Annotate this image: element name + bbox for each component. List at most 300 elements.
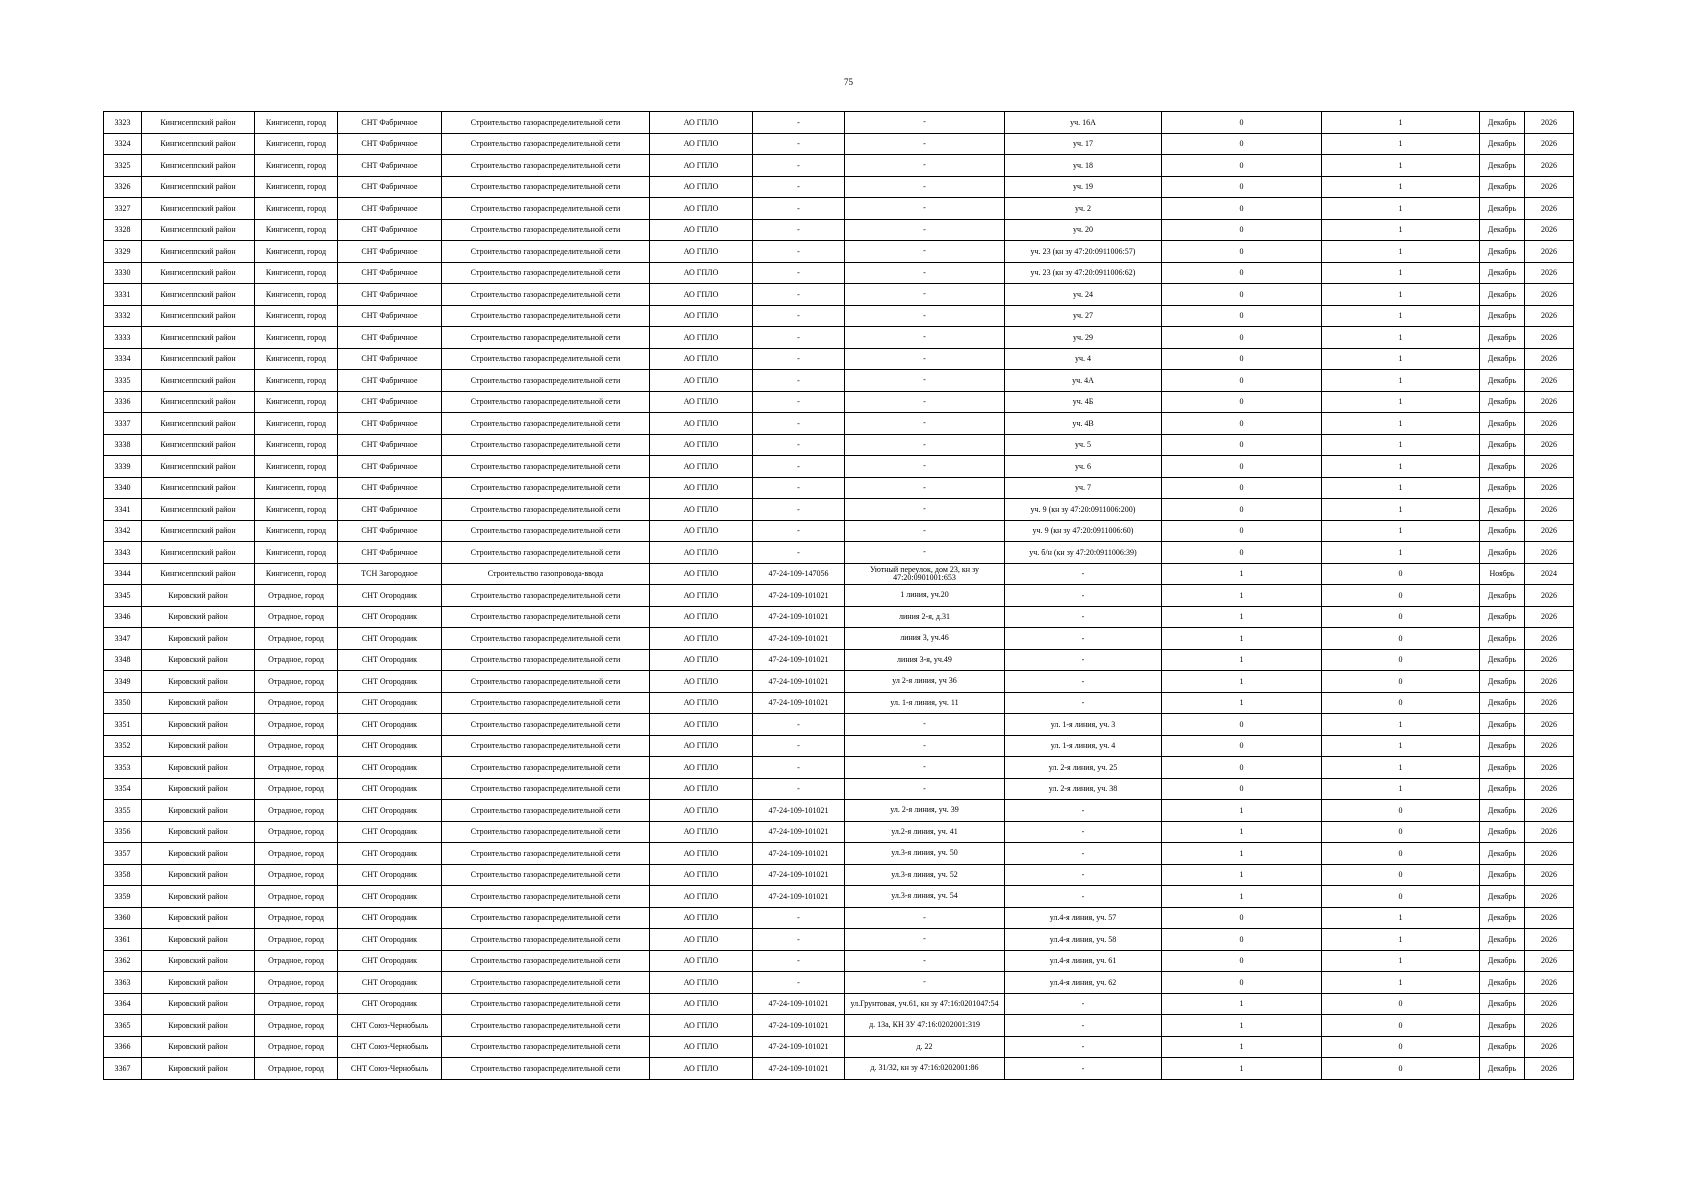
cell-address-connection: ул.3-я линия, уч. 52 <box>845 864 1005 886</box>
cell-month: Декабрь <box>1480 735 1525 757</box>
cell-operator: АО ГПЛО <box>650 585 753 607</box>
cell-year: 2026 <box>1525 886 1574 908</box>
cell-count-b: 1 <box>1322 972 1480 994</box>
table-row <box>104 456 1574 478</box>
cell-operator: АО ГПЛО <box>650 327 753 349</box>
cell-address-connection: - <box>845 542 1005 564</box>
cell-address-connection: - <box>845 520 1005 542</box>
cell-tu-number: - <box>753 133 845 155</box>
cell-count-b: 1 <box>1322 391 1480 413</box>
cell-district: Кингисеппский район <box>142 520 255 542</box>
cell-year: 2026 <box>1525 348 1574 370</box>
cell-object-name: СНТ Огородник <box>338 692 442 714</box>
cell-address-connection: - <box>845 391 1005 413</box>
cell-address-plot: - <box>1005 692 1162 714</box>
cell-address-plot: - <box>1005 1058 1162 1080</box>
cell-tu-number: - <box>753 413 845 435</box>
cell-settlement: Отрадное, город <box>255 864 338 886</box>
cell-work-type: Строительство газораспределительной сети <box>442 606 650 628</box>
cell-address-connection: - <box>845 413 1005 435</box>
cell-tu-number: - <box>753 714 845 736</box>
cell-year: 2026 <box>1525 993 1574 1015</box>
cell-object-name: СНТ Союз-Чернобыль <box>338 1058 442 1080</box>
cell-work-type: Строительство газораспределительной сети <box>442 864 650 886</box>
cell-object-name: СНТ Фабричное <box>338 520 442 542</box>
cell-district: Кингисеппский район <box>142 563 255 585</box>
table-row <box>104 1058 1574 1080</box>
cell-settlement: Отрадное, город <box>255 714 338 736</box>
cell-month: Декабрь <box>1480 585 1525 607</box>
cell-settlement: Отрадное, город <box>255 735 338 757</box>
cell-count-a: 1 <box>1162 1058 1322 1080</box>
cell-work-type: Строительство газораспределительной сети <box>442 972 650 994</box>
cell-work-type: Строительство газораспределительной сети <box>442 176 650 198</box>
table-row <box>104 993 1574 1015</box>
cell-settlement: Кингисепп, город <box>255 198 338 220</box>
cell-operator: АО ГПЛО <box>650 692 753 714</box>
table-row <box>104 112 1574 134</box>
cell-address-plot: - <box>1005 671 1162 693</box>
table-row <box>104 520 1574 542</box>
cell-month: Декабрь <box>1480 219 1525 241</box>
cell-year: 2026 <box>1525 176 1574 198</box>
cell-address-connection: д. 13а, КН ЗУ 47:16:0202001:319 <box>845 1015 1005 1037</box>
cell-tu-number: 47-24-109-101021 <box>753 671 845 693</box>
cell-year: 2026 <box>1525 929 1574 951</box>
cell-object-name: СНТ Фабричное <box>338 542 442 564</box>
cell-district: Кировский район <box>142 714 255 736</box>
cell-work-type: Строительство газораспределительной сети <box>442 284 650 306</box>
table-row <box>104 477 1574 499</box>
cell-work-type: Строительство газораспределительной сети <box>442 198 650 220</box>
cell-row-number: 3336 <box>104 391 142 413</box>
cell-year: 2024 <box>1525 563 1574 585</box>
cell-tu-number: 47-24-109-101021 <box>753 628 845 650</box>
cell-count-b: 1 <box>1322 714 1480 736</box>
cell-month: Декабрь <box>1480 241 1525 263</box>
table-row <box>104 219 1574 241</box>
cell-address-plot: уч. 23 (кн зу 47:20:0911006:62) <box>1005 262 1162 284</box>
cell-work-type: Строительство газораспределительной сети <box>442 628 650 650</box>
table-row <box>104 972 1574 994</box>
cell-work-type: Строительство газораспределительной сети <box>442 477 650 499</box>
table-row <box>104 348 1574 370</box>
cell-operator: АО ГПЛО <box>650 649 753 671</box>
cell-settlement: Кингисепп, город <box>255 563 338 585</box>
cell-address-connection: д. 31/32, кн зу 47:16:0202001:86 <box>845 1058 1005 1080</box>
cell-address-connection: ул.2-я линия, уч. 41 <box>845 821 1005 843</box>
cell-tu-number: - <box>753 198 845 220</box>
cell-row-number: 3361 <box>104 929 142 951</box>
cell-tu-number: - <box>753 778 845 800</box>
cell-object-name: СНТ Огородник <box>338 800 442 822</box>
cell-work-type: Строительство газораспределительной сети <box>442 499 650 521</box>
cell-settlement: Отрадное, город <box>255 800 338 822</box>
cell-operator: АО ГПЛО <box>650 821 753 843</box>
cell-row-number: 3344 <box>104 563 142 585</box>
cell-count-b: 1 <box>1322 778 1480 800</box>
cell-row-number: 3325 <box>104 155 142 177</box>
cell-count-b: 1 <box>1322 477 1480 499</box>
cell-count-a: 1 <box>1162 692 1322 714</box>
table-row <box>104 800 1574 822</box>
cell-work-type: Строительство газораспределительной сети <box>442 929 650 951</box>
cell-count-b: 1 <box>1322 929 1480 951</box>
cell-district: Кировский район <box>142 649 255 671</box>
cell-address-connection: - <box>845 778 1005 800</box>
cell-object-name: СНТ Огородник <box>338 993 442 1015</box>
cell-object-name: СНТ Огородник <box>338 628 442 650</box>
cell-row-number: 3340 <box>104 477 142 499</box>
cell-district: Кингисеппский район <box>142 499 255 521</box>
cell-row-number: 3334 <box>104 348 142 370</box>
cell-month: Декабрь <box>1480 520 1525 542</box>
cell-address-plot: ул. 1-я линия, уч. 3 <box>1005 714 1162 736</box>
cell-month: Декабрь <box>1480 305 1525 327</box>
cell-object-name: СНТ Огородник <box>338 585 442 607</box>
cell-district: Кировский район <box>142 993 255 1015</box>
cell-row-number: 3328 <box>104 219 142 241</box>
table-row <box>104 133 1574 155</box>
cell-settlement: Отрадное, город <box>255 907 338 929</box>
cell-address-connection: ул.3-я линия, уч. 50 <box>845 843 1005 865</box>
cell-object-name: СНТ Фабричное <box>338 348 442 370</box>
cell-work-type: Строительство газораспределительной сети <box>442 649 650 671</box>
cell-count-b: 1 <box>1322 327 1480 349</box>
cell-address-connection: - <box>845 370 1005 392</box>
cell-work-type: Строительство газораспределительной сети <box>442 370 650 392</box>
cell-tu-number: 47-24-109-101021 <box>753 886 845 908</box>
cell-work-type: Строительство газораспределительной сети <box>442 155 650 177</box>
cell-count-b: 0 <box>1322 1036 1480 1058</box>
cell-count-b: 0 <box>1322 821 1480 843</box>
cell-settlement: Отрадное, город <box>255 950 338 972</box>
cell-count-a: 1 <box>1162 606 1322 628</box>
cell-district: Кингисеппский район <box>142 327 255 349</box>
cell-district: Кингисеппский район <box>142 262 255 284</box>
cell-tu-number: 47-24-109-101021 <box>753 864 845 886</box>
cell-work-type: Строительство газораспределительной сети <box>442 886 650 908</box>
cell-month: Декабрь <box>1480 692 1525 714</box>
cell-address-plot: - <box>1005 606 1162 628</box>
cell-work-type: Строительство газораспределительной сети <box>442 262 650 284</box>
cell-address-connection: ул 2-я линия, уч 36 <box>845 671 1005 693</box>
cell-month: Декабрь <box>1480 198 1525 220</box>
cell-row-number: 3337 <box>104 413 142 435</box>
cell-address-plot: уч. 20 <box>1005 219 1162 241</box>
cell-settlement: Отрадное, город <box>255 778 338 800</box>
cell-operator: АО ГПЛО <box>650 133 753 155</box>
cell-row-number: 3331 <box>104 284 142 306</box>
cell-year: 2026 <box>1525 606 1574 628</box>
cell-address-plot: ул.4-я линия, уч. 58 <box>1005 929 1162 951</box>
cell-year: 2026 <box>1525 1058 1574 1080</box>
cell-month: Декабрь <box>1480 262 1525 284</box>
cell-address-plot: уч. 4 <box>1005 348 1162 370</box>
cell-year: 2026 <box>1525 520 1574 542</box>
cell-count-a: 0 <box>1162 542 1322 564</box>
cell-settlement: Кингисепп, город <box>255 477 338 499</box>
cell-row-number: 3362 <box>104 950 142 972</box>
cell-count-a: 1 <box>1162 886 1322 908</box>
cell-year: 2026 <box>1525 671 1574 693</box>
cell-address-plot: ул.4-я линия, уч. 62 <box>1005 972 1162 994</box>
cell-row-number: 3343 <box>104 542 142 564</box>
cell-address-connection: - <box>845 714 1005 736</box>
cell-work-type: Строительство газораспределительной сети <box>442 241 650 263</box>
cell-address-connection: ул. 1-я линия, уч. 11 <box>845 692 1005 714</box>
cell-work-type: Строительство газораспределительной сети <box>442 778 650 800</box>
cell-address-plot: - <box>1005 585 1162 607</box>
cell-work-type: Строительство газораспределительной сети <box>442 585 650 607</box>
table-row <box>104 628 1574 650</box>
cell-year: 2026 <box>1525 499 1574 521</box>
cell-tu-number: - <box>753 477 845 499</box>
cell-settlement: Отрадное, город <box>255 1015 338 1037</box>
cell-district: Кировский район <box>142 585 255 607</box>
cell-count-a: 1 <box>1162 585 1322 607</box>
cell-operator: АО ГПЛО <box>650 241 753 263</box>
cell-district: Кировский район <box>142 886 255 908</box>
cell-tu-number: - <box>753 757 845 779</box>
cell-count-b: 1 <box>1322 198 1480 220</box>
cell-address-plot: - <box>1005 563 1162 585</box>
cell-address-connection: ул. 2-я линия, уч. 39 <box>845 800 1005 822</box>
cell-address-connection: - <box>845 929 1005 951</box>
cell-count-b: 1 <box>1322 434 1480 456</box>
cell-tu-number: 47-24-109-101021 <box>753 993 845 1015</box>
cell-settlement: Кингисепп, город <box>255 112 338 134</box>
cell-district: Кингисеппский район <box>142 284 255 306</box>
cell-operator: АО ГПЛО <box>650 800 753 822</box>
cell-settlement: Кингисепп, город <box>255 284 338 306</box>
cell-settlement: Кингисепп, город <box>255 434 338 456</box>
cell-district: Кингисеппский район <box>142 370 255 392</box>
cell-settlement: Кингисепп, город <box>255 176 338 198</box>
cell-district: Кировский район <box>142 800 255 822</box>
cell-count-a: 0 <box>1162 520 1322 542</box>
cell-address-connection: - <box>845 241 1005 263</box>
cell-count-a: 0 <box>1162 778 1322 800</box>
table-row <box>104 649 1574 671</box>
cell-row-number: 3359 <box>104 886 142 908</box>
cell-object-name: СНТ Союз-Чернобыль <box>338 1015 442 1037</box>
cell-object-name: ТСН Загородное <box>338 563 442 585</box>
cell-month: Декабрь <box>1480 1058 1525 1080</box>
cell-address-plot: - <box>1005 649 1162 671</box>
cell-object-name: СНТ Огородник <box>338 649 442 671</box>
table-row <box>104 757 1574 779</box>
cell-year: 2026 <box>1525 155 1574 177</box>
cell-tu-number: - <box>753 370 845 392</box>
cell-month: Ноябрь <box>1480 563 1525 585</box>
cell-year: 2026 <box>1525 757 1574 779</box>
cell-row-number: 3329 <box>104 241 142 263</box>
cell-object-name: СНТ Фабричное <box>338 262 442 284</box>
cell-month: Декабрь <box>1480 649 1525 671</box>
cell-settlement: Отрадное, город <box>255 671 338 693</box>
cell-work-type: Строительство газораспределительной сети <box>442 907 650 929</box>
cell-address-connection: - <box>845 112 1005 134</box>
cell-district: Кингисеппский район <box>142 456 255 478</box>
cell-work-type: Строительство газораспределительной сети <box>442 456 650 478</box>
cell-district: Кингисеппский район <box>142 413 255 435</box>
cell-settlement: Отрадное, город <box>255 821 338 843</box>
cell-district: Кингисеппский район <box>142 198 255 220</box>
cell-address-plot: - <box>1005 800 1162 822</box>
cell-address-connection: 1 линия, уч.20 <box>845 585 1005 607</box>
cell-address-connection: - <box>845 284 1005 306</box>
cell-count-a: 0 <box>1162 413 1322 435</box>
cell-address-plot: - <box>1005 993 1162 1015</box>
cell-address-connection: линия 3-я, уч.49 <box>845 649 1005 671</box>
cell-address-connection: - <box>845 735 1005 757</box>
cell-year: 2026 <box>1525 1036 1574 1058</box>
cell-settlement: Отрадное, город <box>255 1058 338 1080</box>
cell-object-name: СНТ Огородник <box>338 950 442 972</box>
cell-settlement: Отрадное, город <box>255 1036 338 1058</box>
cell-row-number: 3351 <box>104 714 142 736</box>
cell-district: Кировский район <box>142 1058 255 1080</box>
cell-row-number: 3353 <box>104 757 142 779</box>
cell-operator: АО ГПЛО <box>650 499 753 521</box>
cell-count-a: 0 <box>1162 262 1322 284</box>
cell-work-type: Строительство газораспределительной сети <box>442 305 650 327</box>
cell-operator: АО ГПЛО <box>650 1036 753 1058</box>
cell-address-connection: - <box>845 348 1005 370</box>
cell-operator: АО ГПЛО <box>650 112 753 134</box>
cell-district: Кировский район <box>142 950 255 972</box>
cell-object-name: СНТ Огородник <box>338 907 442 929</box>
cell-tu-number: - <box>753 929 845 951</box>
cell-count-a: 1 <box>1162 993 1322 1015</box>
cell-address-plot: - <box>1005 628 1162 650</box>
cell-address-plot: уч. 17 <box>1005 133 1162 155</box>
cell-month: Декабрь <box>1480 391 1525 413</box>
cell-year: 2026 <box>1525 843 1574 865</box>
cell-year: 2026 <box>1525 112 1574 134</box>
cell-operator: АО ГПЛО <box>650 176 753 198</box>
cell-year: 2026 <box>1525 456 1574 478</box>
cell-district: Кировский район <box>142 778 255 800</box>
cell-address-plot: ул. 1-я линия, уч. 4 <box>1005 735 1162 757</box>
cell-tu-number: - <box>753 219 845 241</box>
cell-district: Кингисеппский район <box>142 477 255 499</box>
cell-month: Декабрь <box>1480 133 1525 155</box>
cell-count-a: 0 <box>1162 434 1322 456</box>
cell-month: Декабрь <box>1480 800 1525 822</box>
cell-address-connection: - <box>845 155 1005 177</box>
cell-settlement: Кингисепп, город <box>255 305 338 327</box>
cell-year: 2026 <box>1525 972 1574 994</box>
cell-district: Кингисеппский район <box>142 176 255 198</box>
cell-year: 2026 <box>1525 542 1574 564</box>
cell-object-name: СНТ Огородник <box>338 778 442 800</box>
cell-count-a: 1 <box>1162 628 1322 650</box>
cell-count-a: 0 <box>1162 757 1322 779</box>
cell-count-a: 0 <box>1162 198 1322 220</box>
cell-count-a: 1 <box>1162 821 1322 843</box>
cell-year: 2026 <box>1525 864 1574 886</box>
cell-tu-number: 47-24-109-101021 <box>753 606 845 628</box>
cell-settlement: Кингисепп, город <box>255 327 338 349</box>
cell-object-name: СНТ Фабричное <box>338 391 442 413</box>
cell-month: Декабрь <box>1480 499 1525 521</box>
cell-year: 2026 <box>1525 391 1574 413</box>
cell-work-type: Строительство газораспределительной сети <box>442 671 650 693</box>
cell-month: Декабрь <box>1480 1015 1525 1037</box>
cell-year: 2026 <box>1525 800 1574 822</box>
cell-object-name: СНТ Фабричное <box>338 370 442 392</box>
cell-count-b: 0 <box>1322 649 1480 671</box>
cell-month: Декабрь <box>1480 778 1525 800</box>
cell-address-connection: - <box>845 305 1005 327</box>
cell-operator: АО ГПЛО <box>650 520 753 542</box>
cell-year: 2026 <box>1525 262 1574 284</box>
cell-settlement: Отрадное, город <box>255 843 338 865</box>
cell-month: Декабрь <box>1480 370 1525 392</box>
cell-operator: АО ГПЛО <box>650 542 753 564</box>
cell-object-name: СНТ Огородник <box>338 821 442 843</box>
cell-row-number: 3354 <box>104 778 142 800</box>
cell-tu-number: 47-24-109-101021 <box>753 1058 845 1080</box>
cell-address-connection: линия 2-я, д.31 <box>845 606 1005 628</box>
cell-year: 2026 <box>1525 585 1574 607</box>
cell-address-plot: уч. 4А <box>1005 370 1162 392</box>
cell-address-connection: - <box>845 133 1005 155</box>
cell-count-a: 0 <box>1162 456 1322 478</box>
cell-address-connection: - <box>845 198 1005 220</box>
cell-tu-number: - <box>753 305 845 327</box>
cell-count-b: 1 <box>1322 456 1480 478</box>
cell-object-name: СНТ Огородник <box>338 929 442 951</box>
cell-row-number: 3360 <box>104 907 142 929</box>
cell-work-type: Строительство газораспределительной сети <box>442 327 650 349</box>
cell-count-b: 1 <box>1322 262 1480 284</box>
cell-operator: АО ГПЛО <box>650 864 753 886</box>
cell-address-connection: - <box>845 456 1005 478</box>
cell-address-plot: уч. 23 (кн зу 47:20:0911006:57) <box>1005 241 1162 263</box>
cell-operator: АО ГПЛО <box>650 477 753 499</box>
cell-address-plot: уч. 27 <box>1005 305 1162 327</box>
cell-year: 2026 <box>1525 133 1574 155</box>
cell-count-b: 1 <box>1322 499 1480 521</box>
cell-count-a: 0 <box>1162 735 1322 757</box>
cell-count-a: 0 <box>1162 112 1322 134</box>
table-row <box>104 929 1574 951</box>
cell-settlement: Кингисепп, город <box>255 155 338 177</box>
cell-work-type: Строительство газораспределительной сети <box>442 821 650 843</box>
table-row <box>104 950 1574 972</box>
cell-address-plot: уч. 4В <box>1005 413 1162 435</box>
cell-operator: АО ГПЛО <box>650 757 753 779</box>
cell-settlement: Кингисепп, город <box>255 370 338 392</box>
cell-settlement: Отрадное, город <box>255 929 338 951</box>
page-number: 75 <box>844 77 853 87</box>
cell-count-a: 1 <box>1162 649 1322 671</box>
cell-settlement: Отрадное, город <box>255 606 338 628</box>
cell-address-connection: ул.3-я линия, уч. 54 <box>845 886 1005 908</box>
cell-count-a: 0 <box>1162 219 1322 241</box>
cell-month: Декабрь <box>1480 413 1525 435</box>
cell-work-type: Строительство газораспределительной сети <box>442 434 650 456</box>
table-row <box>104 714 1574 736</box>
cell-district: Кировский район <box>142 864 255 886</box>
cell-settlement: Отрадное, город <box>255 972 338 994</box>
table-row <box>104 434 1574 456</box>
cell-work-type: Строительство газораспределительной сети <box>442 391 650 413</box>
cell-address-plot: уч. 9 (кн зу 47:20:0911006:60) <box>1005 520 1162 542</box>
